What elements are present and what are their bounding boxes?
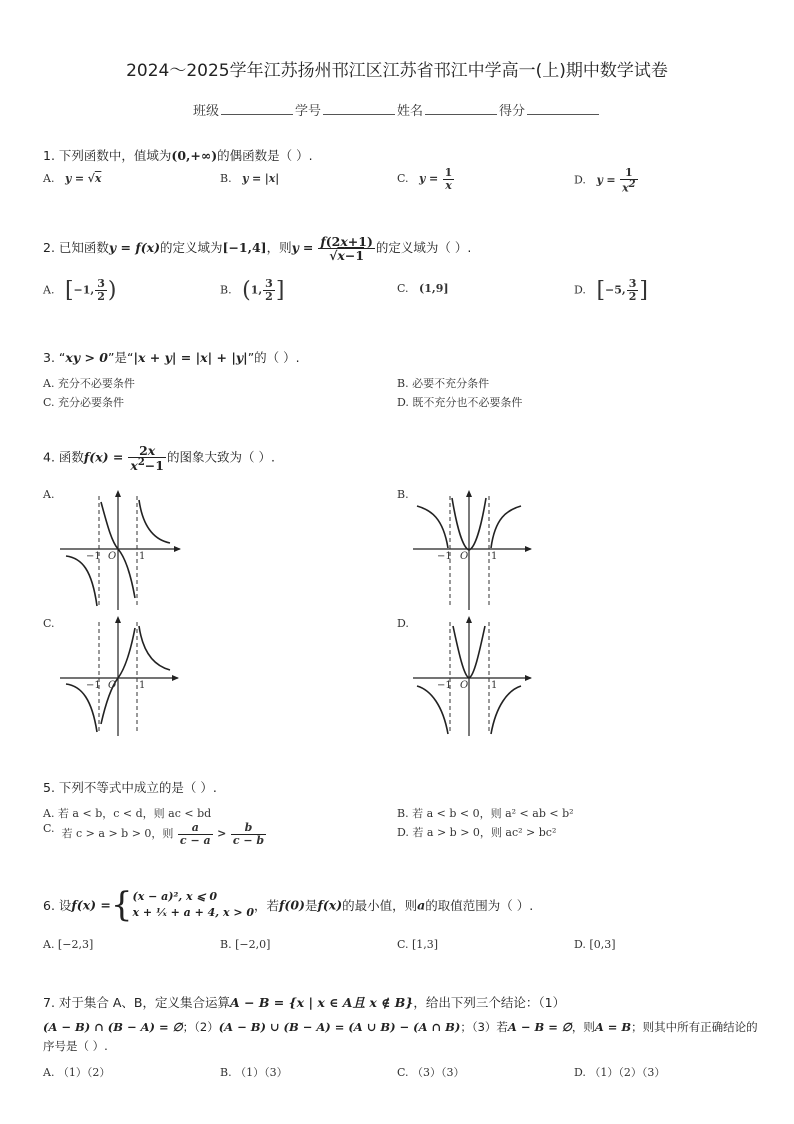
question-4-stem: 4. 函数f(x) = $\frac{2x}{x^2-1}$ 的图象大致为（ ）. [43,443,275,474]
page-title: 2024～2025学年江苏扬州邗江区江苏省邗江中学高一(上)期中数学试卷 [126,61,668,81]
q7-option-a: A. （1）（2） [43,1066,111,1079]
q2-option-c: C. (1,9] [397,282,449,295]
name-field[interactable] [425,102,497,115]
q6-option-c: C. [1,3] [397,938,439,951]
class-label: 班级 [192,104,219,119]
score-label: 得分 [499,104,526,119]
question-3-stem: 3. “xy > 0”是“|x + y| = |x| + |y|”的（ ）. [43,350,300,365]
q4-graph-b-tick-neg: −1 [437,551,452,562]
q3-option-b: B. 必要不充分条件 [397,377,490,390]
q5-option-d: D. 若 a > b > 0，则 ac² > bc² [397,826,557,839]
q4-graph-a [60,488,185,613]
class-field[interactable] [221,102,293,115]
q5-option-c: C. 若 c > a > b > 0，则 $\frac{a}{c - a}$ > $\frac{b}{c - b}$ [43,821,265,847]
question-1-stem: 1. 下列函数中，值域为(0,+∞)的偶函数是（ ）. [43,148,313,163]
q6-option-b: B. [−2,0] [220,938,271,951]
q4-graph-b [413,488,538,613]
q4-graph-d-origin: O [460,680,469,691]
question-5-stem: 5. 下列不等式中成立的是（ ）. [43,780,217,795]
q4-graph-d [413,614,538,739]
q1-option-c: C. y = $\frac{1}{x}$ [397,166,453,192]
q4-graph-c [60,614,185,739]
q4-graph-d-tick-neg: −1 [437,680,452,691]
score-field[interactable] [527,102,599,115]
q6-option-d: D. [0,3] [574,938,616,951]
q4-graph-d-tick-pos: 1 [491,680,498,691]
q4-graph-c-tick-pos: 1 [139,680,146,691]
q4-option-a-letter: A. [43,488,55,501]
number-field[interactable] [323,102,395,115]
q3-option-a: A. 充分不必要条件 [43,377,135,390]
q4-graph-b-origin: O [460,551,469,562]
student-info-line [0,100,794,119]
question-7-line-2: (A − B) ∩ (B − A) = ∅；（2）(A − B) ∪ (B − A) = (A ∪ B) − (A ∩ B)；（3）若A − B = ∅，则A = B；则其中所有正确结论的 [43,1020,758,1034]
q5-option-a: A. 若 a < b，c < d，则 ac < bd [43,807,212,820]
q4-option-d-letter: D. [397,617,409,630]
q1-option-d: D. y = $\frac{1}{x^2}$ [574,166,636,195]
q2-option-a: A. [−1, $\frac{3}{2}$ ) [43,277,117,303]
q4-graph-a-tick-pos: 1 [139,551,146,562]
question-7-line-3: 序号是（ ）. [43,1039,108,1053]
q7-option-c: C. （3）（3） [397,1066,465,1079]
question-7-stem: 7. 对于集合 A、B，定义集合运算A − B = {x | x ∈ A且 x ∉ B}，给出下列三个结论：（1） [43,995,566,1010]
q3-option-c: C. 充分必要条件 [43,396,125,409]
name-label: 姓名 [397,104,424,119]
q5-option-b: B. 若 a < b < 0，则 a² < ab < b² [397,807,574,820]
q4-graph-a-origin: O [108,551,117,562]
q2-option-b: B. (1, $\frac{3}{2}$ ] [220,277,285,303]
q4-graph-b-tick-pos: 1 [491,551,498,562]
q1-option-b: B. y = |x| [220,172,280,185]
q7-option-d: D. （1）（2）（3） [574,1066,666,1079]
q6-option-a: A. [−2,3] [43,938,94,951]
question-2-stem: 2. 已知函数y = f(x)的定义域为[−1,4]，则y = $\frac{f(2x+1)}{√x-1}$ 的定义域为（ ）. [43,234,472,264]
q2-option-d: D. [−5, $\frac{3}{2}$ ] [574,277,648,303]
q4-option-c-letter: C. [43,617,55,630]
question-6-stem: 6. 设f(x) ={ (x − a)², x ⩽ 0 x + ¹⁄ₓ + a + 4, x > 0 ，若f(0)是f(x)的最小值，则a的取值范围为（ ）. [43,885,534,925]
q4-option-b-letter: B. [397,488,409,501]
q4-graph-a-tick-neg: −1 [86,551,101,562]
q7-option-b: B. （1）（3） [220,1066,288,1079]
number-label: 学号 [294,104,321,119]
q3-option-d: D. 既不充分也不必要条件 [397,396,523,409]
q4-graph-c-origin: O [108,680,117,691]
q4-graph-c-tick-neg: −1 [86,680,101,691]
q1-option-a: A. y = √x [43,172,102,185]
